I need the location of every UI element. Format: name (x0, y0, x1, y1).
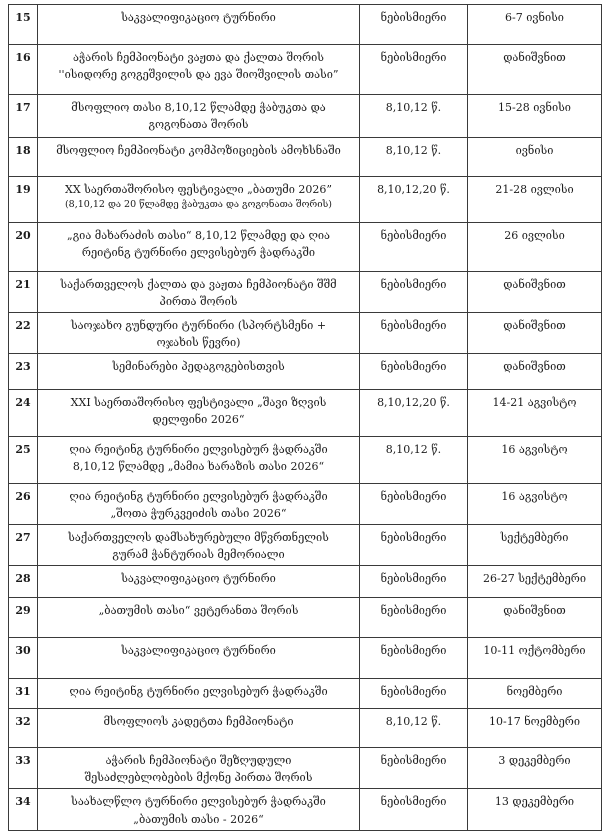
row-number: 28 (9, 566, 38, 598)
event-name-line: აჭარის ჩემპიონატი შეზღუდული (105, 754, 292, 768)
event-date: დანიშვნით (468, 354, 602, 390)
age-category: ნებისმიერი (360, 5, 468, 45)
event-date: დანიშვნით (468, 313, 602, 354)
table-row (9, 354, 602, 390)
event-name-line: საახალწლო ტურნირი ელვისებურ ჭადრაკში (71, 795, 326, 809)
row-number: 31 (9, 679, 38, 709)
event-date: 16 აგვისტო (468, 484, 602, 525)
age-category: ნებისმიერი (360, 313, 468, 354)
event-name (38, 598, 360, 638)
event-name-line: XX საერთაშორისო ფესტივალი „ბათუმი 2026” (65, 183, 332, 196)
table-row (9, 484, 602, 525)
event-date: 26-27 სექტემბერი (468, 566, 602, 598)
table-row (9, 566, 602, 598)
event-name-line: სემინარები პედაგოგებისთვის (112, 360, 285, 374)
row-number: 32 (9, 709, 38, 748)
row-number: 20 (9, 223, 38, 272)
event-name-line: დელფინი 2026“ (152, 413, 245, 427)
table-row (9, 679, 602, 709)
event-name-subtitle: (8,10,12 და 20 წლამდე ჭაბუკთა და გოგონათა შორის) (64, 199, 333, 211)
row-number: 22 (9, 313, 38, 354)
age-category: ნებისმიერი (360, 525, 468, 566)
event-name (38, 138, 360, 177)
event-name-line: XXI საერთაშორისო ფესტივალი „შავი ზღვის (70, 396, 327, 410)
event-date: 3 დეკემბერი (468, 748, 602, 789)
schedule-table-body (9, 5, 602, 831)
event-date: 13 დეკემბერი (468, 789, 602, 830)
age-category: 8,10,12 წ. (360, 138, 468, 177)
table-row (9, 45, 602, 95)
age-category: 8,10,12 წ. (360, 437, 468, 484)
event-name-line: საოჯახო გუნდური ტურნირი (სპორტსმენი + (70, 319, 327, 333)
event-date: სექტემბერი (468, 525, 602, 566)
row-number: 16 (9, 45, 38, 95)
age-category: ნებისმიერი (360, 223, 468, 272)
age-category: ნებისმიერი (360, 354, 468, 390)
event-date: 26 ივლისი (468, 223, 602, 272)
event-name-line: გოგონათა შორის (148, 118, 249, 132)
row-number: 24 (9, 390, 38, 437)
event-date: 14-21 აგვისტო (468, 390, 602, 437)
table-row (9, 437, 602, 484)
row-number: 21 (9, 272, 38, 313)
event-name (38, 748, 360, 789)
event-name (38, 313, 360, 354)
event-name-line: გურამ ჭანტურიას მემორიალი (112, 548, 285, 562)
event-name (38, 709, 360, 748)
event-name-line: აჭარის ჩემპიონატი ვაჟთა და ქალთა შორის (73, 51, 324, 64)
age-category: ნებისმიერი (360, 679, 468, 709)
row-number: 33 (9, 748, 38, 789)
event-name (38, 390, 360, 437)
event-name-line: „გია მახარაძის თასი“ 8,10,12 წლამდე და ღია (67, 229, 330, 242)
table-row (9, 525, 602, 566)
tournament-schedule-table (8, 4, 602, 831)
event-name-line: პირთა შორის (159, 295, 238, 309)
row-number: 18 (9, 138, 38, 177)
table-row (9, 598, 602, 638)
age-category: ნებისმიერი (360, 598, 468, 638)
row-number: 25 (9, 437, 38, 484)
row-number: 17 (9, 95, 38, 138)
event-name-line: ღია რეიტინგ ტურნირი ელვისებურ ჭადრაკში (69, 443, 328, 457)
age-category: 8,10,12,20 წ. (360, 177, 468, 223)
event-name-line: საკვალიფიკაციო ტურნირი (121, 572, 276, 586)
event-date: 10-11 ოქტომბერი (468, 638, 602, 679)
event-name (38, 95, 360, 138)
row-number: 30 (9, 638, 38, 679)
event-name-line: „შოთა ჭურკვეიძის თასი 2026“ (110, 507, 287, 521)
event-date: დანიშვნით (468, 272, 602, 313)
event-name-line: მსოფლიო თასი 8,10,12 წლამდე ჭაბუკთა და (71, 101, 326, 114)
table-row (9, 5, 602, 45)
event-name (38, 223, 360, 272)
event-name-line: ღია რეიტინგ ტურნირი ელვისებურ ჭადრაკში (69, 685, 328, 699)
table-row (9, 95, 602, 138)
event-name (38, 272, 360, 313)
event-name-line: შესაძლებლობების მქონე პირთა შორის (84, 771, 313, 785)
event-name (38, 484, 360, 525)
event-name (38, 45, 360, 95)
event-date: დანიშვნით (468, 45, 602, 95)
event-name-line: 8,10,12 წლამდე „მამია ხარაზის თასი 2026“ (72, 460, 325, 474)
table-row (9, 272, 602, 313)
table-row (9, 390, 602, 437)
event-date: 16 აგვისტო (468, 437, 602, 484)
event-name-line: „ბათუმის თასი - 2026“ (133, 812, 264, 826)
row-number: 26 (9, 484, 38, 525)
age-category: ნებისმიერი (360, 789, 468, 830)
age-category: 8,10,12,20 წ. (360, 390, 468, 437)
row-number: 15 (9, 5, 38, 45)
age-category: ნებისმიერი (360, 566, 468, 598)
row-number: 19 (9, 177, 38, 223)
age-category: ნებისმიერი (360, 638, 468, 679)
table-row (9, 638, 602, 679)
event-name (38, 177, 360, 223)
event-name-line: მსოფლიო ჩემპიონატი კომპოზიციების ამოხსნაში (56, 144, 341, 157)
event-date: 6-7 ივნისი (468, 5, 602, 45)
event-name-line: მსოფლიოს კადეტთა ჩემპიონატი (103, 715, 294, 729)
table-row (9, 313, 602, 354)
event-name-line: ოჯახის წევრი) (156, 336, 241, 350)
age-category: ნებისმიერი (360, 272, 468, 313)
event-date: ნოემბერი (468, 679, 602, 709)
event-name (38, 525, 360, 566)
event-name (38, 679, 360, 709)
event-date: 21-28 ივლისი (468, 177, 602, 223)
event-name-line: „ბათუმის თასი“ ვეტერანთა შორის (98, 604, 299, 618)
row-number: 23 (9, 354, 38, 390)
table-row (9, 177, 602, 223)
event-name-line: საკვალიფიკაციო ტურნირი (121, 644, 276, 658)
event-date: 10-17 ნოემბერი (468, 709, 602, 748)
event-name-line: ღია რეიტინგ ტურნირი ელვისებურ ჭადრაკში (69, 490, 328, 504)
age-category: ნებისმიერი (360, 484, 468, 525)
event-name (38, 437, 360, 484)
event-name (38, 354, 360, 390)
event-name-line: ''ისიდორე გოგეშვილის და ევა შიოშვილის თასი” (58, 68, 339, 82)
table-row (9, 138, 602, 177)
age-category: 8,10,12 წ. (360, 709, 468, 748)
age-category: ნებისმიერი (360, 748, 468, 789)
event-name-line: რეიტინგ ტურნირი ელვისებურ ჭადრაკში (81, 246, 316, 260)
event-name-line: საქართველოს დამსახურებული მწვრთნელის (68, 531, 329, 545)
row-number: 34 (9, 789, 38, 830)
event-name (38, 566, 360, 598)
event-date: 15-28 ივნისი (468, 95, 602, 138)
event-name (38, 638, 360, 679)
event-date: დანიშვნით (468, 598, 602, 638)
age-category: 8,10,12 წ. (360, 95, 468, 138)
table-row (9, 748, 602, 789)
row-number: 29 (9, 598, 38, 638)
table-row (9, 223, 602, 272)
event-name (38, 5, 360, 45)
age-category: ნებისმიერი (360, 45, 468, 95)
event-name-line: საკვალიფიკაციო ტურნირი (121, 11, 276, 24)
table-row (9, 709, 602, 748)
event-name-line: საქართველოს ქალთა და ვაჟთა ჩემპიონატი შშმ (60, 278, 337, 291)
event-date: ივნისი (468, 138, 602, 177)
row-number: 27 (9, 525, 38, 566)
